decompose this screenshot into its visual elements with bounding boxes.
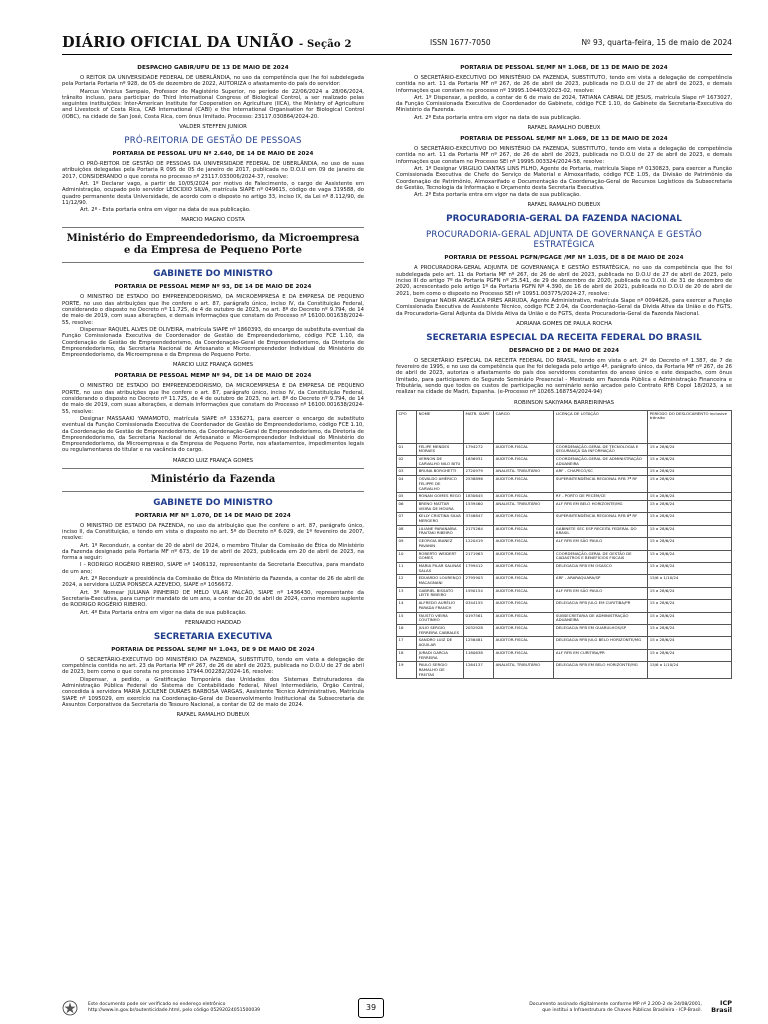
- table-cell: AUDITOR-FISCAL: [494, 587, 554, 599]
- table-row: [397, 649, 732, 661]
- act-paragraph: Art. 2º - Esta portaria entra em vigor na data de sua publicação.: [80, 207, 251, 214]
- table-row: [397, 456, 732, 468]
- page-footer: [62, 1000, 732, 1022]
- table-cell: RONAN GOMES REGO: [417, 493, 464, 501]
- section-title: GABINETE DO MINISTRO: [153, 497, 273, 508]
- table-cell: AUDITOR-FISCAL: [494, 625, 554, 637]
- act-paragraph: O SECRETÁRIO-EXECUTIVO DO MINISTÉRIO DA FAZENDA, SUBSTITUTO, tendo em vista a delegação de competência contida no art. 23 da Portaria MF nº 267, de 26 de abril de 2023, publicada no D.O.U de 27 de abril de 2023, bem como o que consta no processo 17944.002282/2024-16, resolve:: [62, 656, 364, 676]
- table-row: [397, 662, 732, 679]
- act-header: PORTARIA DE PESSOAL SE/MF Nº 1.068, DE 13 DE MAIO DE 2024: [460, 65, 668, 71]
- table-body: [397, 443, 732, 679]
- divider: [62, 227, 364, 228]
- table-cell: 03: [397, 468, 417, 476]
- act-header: PORTARIA DE PESSOAL SE/MF Nº 1.043, DE 9 DE MAIO DE 2024: [111, 646, 315, 653]
- table-cell: 2795903: [463, 575, 493, 587]
- act-header: PORTARIA DE PESSOAL MEMP Nº 94, DE 14 DE MAIO DE 2024: [114, 373, 312, 380]
- table-cell: EDUARDO LOURENÇO MACAGNANI: [417, 575, 464, 587]
- issn: ISSN 1677-7050: [430, 38, 491, 47]
- table-cell: COORDENAÇÃO-GERAL DE ADMINISTRAÇÃO ADUANEIRA: [554, 456, 648, 468]
- act-paragraph: Art. 2º Reconduzir a presidência da Comissão de Ética do Ministério da Fazenda, a contar de 26 de abril de 2024, a servidora LUZIA PONSECA AZEVEDO, SIAPE nº 1056672.: [62, 576, 364, 589]
- table-cell: 15 a 28/6/24: [648, 625, 732, 637]
- table-cell: AUDITOR-FISCAL: [494, 612, 554, 624]
- verification-note: Este documento pode ser verificado no endereço eletrônico http://www.in.gov.br/autenticidade.html, pelo código 05292024051500039: [88, 1002, 261, 1013]
- table-cell: 09: [397, 538, 417, 550]
- left-column: [62, 60, 364, 1008]
- act-paragraph: Dispensar, a pedido, a Gratificação Temporária das Unidades dos Sistemas Estruturadores da Administração Pública Federal do Sistema de Contabilidade Federal, Nível Intermediário, Órgão Central, concedida à servidora MARIA JUCILENE DURAES BARBOSA VARGAS, Assistente Técnico Administrativo, Matrícula SIAPE nº 1095029, em exercício na Coordenação-Geral de Desenvolvimento Institucional da Subsecretaria de Assuntos Corporativos da Secretaria do Tesouro Nacional, a contar de 02 de maio de 2024.: [62, 676, 364, 708]
- section-title: GABINETE DO MINISTRO: [153, 269, 273, 280]
- table-cell: ALF RFB EM SÃO PAULO: [554, 538, 648, 550]
- table-cell: 02: [397, 456, 417, 468]
- table-cell: MARIA PILAR SALINAS SALAS: [417, 562, 464, 574]
- table-cell: COORDENAÇÃO-GERAL DE TECNOLOGIA E SEGURANÇA DA INFORMAÇÃO: [554, 443, 648, 455]
- table-cell: 2171963: [463, 550, 493, 562]
- table-cell: GEORGIA IBANEZ PAVANIN: [417, 538, 464, 550]
- servers-table: [396, 410, 732, 680]
- table-cell: ALF RFB EM BELO HORIZONTE/MG: [554, 500, 648, 512]
- table-cell: 1256481: [463, 637, 493, 649]
- table-cell: KELLY CRISTINA SILVA MERGERO: [417, 513, 464, 525]
- table-cell: AUDITOR-FISCAL: [494, 562, 554, 574]
- table-cell: DELEGACIA RFB EM OSASCO: [554, 562, 648, 574]
- table-cell: 06: [397, 500, 417, 512]
- table-row: [397, 637, 732, 649]
- table-cell: BRENO MATTAR VIEIRA DE MOURA: [417, 500, 464, 512]
- table-cell: ALFREDO AURÉLIO PARADA FRANCH: [417, 600, 464, 612]
- table-cell: 08: [397, 525, 417, 537]
- table-row: [397, 443, 732, 455]
- table-row: [397, 493, 732, 501]
- table-cell: DELEGACIA RFB JULG BELO HORIZONTE/MG: [554, 637, 648, 649]
- table-cell: JULIO SERGIO FERREIRA CABRALES: [417, 625, 464, 637]
- subsection-title: PROCURADORIA-GERAL ADJUNTA DE GOVERNANÇA E GESTÃO ESTRATÉGICA: [425, 230, 702, 251]
- act-header: PORTARIA DE PESSOAL SE/MF Nº 1.069, DE 13 DE MAIO DE 2024: [460, 136, 668, 143]
- table-row: [397, 600, 732, 612]
- table-cell: SUPERINTENDÊNCIA REGIONAL RFB 8ª RF: [554, 513, 648, 525]
- table-cell: 15/6 a 1/10/24: [648, 575, 732, 587]
- table-header-row: [397, 410, 732, 443]
- table-cell: 15 a 28/6/24: [648, 637, 732, 649]
- table-cell: ARF - ARARAQUARA/SP: [554, 575, 648, 587]
- act-paragraph: O SECRETÁRIO ESPECIAL DA RECEITA FEDERAL DO BRASIL, tendo em vista o art. 2º do Decreto nº 1.387, de 7 de fevereiro de 1995, e no uso da competência que lhe foi delegada pelo artigo 4º, parágrafo único, da Portaria MF nº 267, de 26 de abril de 2023, autoriza o afastamento do país dos servidores constantes do anexo único e este despacho, com ônus limitado, para participarem do Segundo Seminário Presencial - Mestrado em Fazenda Pública e Administração Financeira e Tributária, sendo que todos os custos de participação no seminário serão arcados pelo Contrato RFB Copol 18/2023, a se realizar na cidade de Madri, Espanha. (e-Processo nº 10265.168754/2024-94): [396, 357, 732, 396]
- table-cell: 12: [397, 575, 417, 587]
- table-cell: AUDITOR-FISCAL: [494, 493, 554, 501]
- act-paragraph: O SECRETÁRIO-EXECUTIVO DO MINISTÉRIO DA FAZENDA, SUBSTITUTO, tendo em vista a delegação de competência contida no art. 11 da Portaria MF nº 267, de 26 de abril de 2023, publicada no D.O.U de 27 de abril de 2023, e demais informações que constam no Processo SEI nº 19995.003324/2024-58, resolve:: [396, 146, 732, 165]
- act-paragraph: Dispensar RAQUEL ALVES DE OLIVEIRA, matrícula SIAPE nº 1860393, do encargo de substituta eventual da Função Comissionada Executiva de Coordenador de Gestão de Empreendedorismo, código FCE 1.10, da Coordenação de Gestão de Empreendedorismo, da Coordenação-Geral de Empreendedorismo, da Diretoria de Empreendedorismo, da Secretaria Nacional de Artesanato e Microempreendedor Individual do Ministério do Empreendedorismo, da Microempresa e da Empresa de Pequeno Porte.: [62, 326, 364, 359]
- table-cell: 15 a 28/6/24: [648, 513, 732, 525]
- section-title: SECRETARIA ESPECIAL DA RECEITA FEDERAL DO BRASIL: [426, 332, 702, 343]
- table-cell: FAUSTO VIEIRA COUTINHO: [417, 612, 464, 624]
- act-paragraph: Art. 2º Esta portaria entra em vigor na data de sua publicação.: [414, 114, 581, 121]
- table-cell: 15 a 28/6/24: [648, 612, 732, 624]
- signature: VALDER STEFFEN JUNIOR: [179, 124, 247, 131]
- act-paragraph: Designar NADIR ANGÉLICA PIRES ARRUDA, Agente Administrativo, matrícula Siape nº 0094626, para exercer a Função Comissionada Executiva de Assistente Técnico, código FCE 2.04, da Coordenação-Geral da Dívida Ativa da União e do FGTS, da Procuradoria-Geral Adjunta da Dívida Ativa da União e do FGTS, desta Procuradoria-Geral da Fazenda Nacional.: [396, 297, 732, 317]
- table-row: [397, 575, 732, 587]
- table-cell: AUDITOR-FISCAL: [494, 538, 554, 550]
- table-cell: 04: [397, 476, 417, 493]
- column-header: PERÍODO DO DESLOCAMENTO inclusive trânsito: [648, 410, 732, 443]
- table-cell: ROBERTO WEIDERT GOMES: [417, 550, 464, 562]
- right-column: [396, 60, 732, 1008]
- act-header: PORTARIA DE PESSOAL UFU Nº 2.640, DE 14 DE MAIO DE 2024: [112, 151, 314, 158]
- table-row: [397, 562, 732, 574]
- table-cell: ALF RFB EM CURITIBA/PR: [554, 649, 648, 661]
- section-label: - Seção 2: [298, 39, 352, 50]
- table-row: [397, 525, 732, 537]
- table-cell: 1539460: [463, 500, 493, 512]
- table-cell: RF - PORTO DE PECÉM/CE: [554, 493, 648, 501]
- signature-note: Documento assinado digitalmente conforme MP nº 2.200-2 de 24/08/2001, que institui a Infraestrutura de Chaves Públicas Brasileira - ICP-Brasil.: [529, 1002, 702, 1013]
- column-header: MATR. SIAPE: [463, 410, 493, 443]
- table-cell: 19: [397, 662, 417, 679]
- table-cell: AUDITOR-FISCAL: [494, 513, 554, 525]
- table-cell: AUDITOR-FISCAL: [494, 649, 554, 661]
- table-cell: AUDITOR-FISCAL: [494, 575, 554, 587]
- table-row: [397, 513, 732, 525]
- table-cell: 15 a 28/6/24: [648, 468, 732, 476]
- table-cell: 15 a 28/6/24: [648, 550, 732, 562]
- table-cell: AUDITOR-FISCAL: [494, 476, 554, 493]
- table-cell: GABINETE SEC ESP RECEITA FEDERAL DO BRASIL: [554, 525, 648, 537]
- table-cell: AUDITOR-FISCAL: [494, 600, 554, 612]
- table-cell: 15 a 28/6/24: [648, 538, 732, 550]
- table-cell: BRUNA BORGHETTI: [417, 468, 464, 476]
- column-header: NOME: [417, 410, 464, 443]
- column-header: CPO: [397, 410, 417, 443]
- act-paragraph: Art. 1º Reconduzir, a contar de 20 de abril de 2024, o membro Titular da Comissão de Ética do Ministério da Fazenda designado pela Portaria MF nº 673, de 19 de abril de 2023, publicada em 20 de abril de 2023, na forma a seguir:: [62, 542, 364, 562]
- signature: RAFAEL RAMALHO DUBEUX: [527, 125, 601, 132]
- coat-of-arms-icon: [62, 1000, 78, 1016]
- signature: MÁRCIO LUIZ FRANÇA GOMES: [172, 457, 254, 464]
- table-cell: ANALISTA- TRIBUTÁRIO: [494, 500, 554, 512]
- table-cell: 3746847: [463, 513, 493, 525]
- act-paragraph: O MINISTRO DE ESTADO DO EMPREENDEDORISMO, DA MICROEMPRESA E DA EMPRESA DE PEQUENO PORTE, no uso das atribuições que lhe confere o art. 87, parágrafo único, inciso IV, da Constituição Federal, considerando o disposto no Decreto nº 11.725, de 4 de outubro de 2023, no art. 8º do Decreto nº 9.794, de 14 de maio de 2019, com suas alterações, e demais informações que constam do Processo nº 16100.001638/2024-55, resolve:: [62, 383, 364, 415]
- signature: FERNANDO HADDAD: [185, 619, 241, 626]
- act-paragraph: O REITOR DA UNIVERSIDADE FEDERAL DE UBERLÂNDIA, no uso da competência que lhe foi subdelegada pela Portaria Portaria nº 928, de 05 de dezembro de 2022, AUTORIZA o afastamento do país do servidor:: [62, 75, 364, 88]
- table-cell: AUDITOR-FISCAL: [494, 525, 554, 537]
- act-paragraph: Designar MASSAAKI YAMAMOTO, matrícula SIAPE nº 1336271, para exercer o encargo de substituto eventual da Função Comissionada Executiva de Coordenador de Gestão de Empreendedorismo, código FCE 1.10, da Coordenação de Gestão de Empreendedorismo, da Coordenação-Geral de Empreendedorismo, da Diretoria de Empreendedorismo, da Secretaria Nacional de Artesanato e Microempreendedor Individual do Ministério do Empreendedorismo, da Microempresa e da Empresa de Pequeno Porte, nos afastamentos, impedimentos legais ou regulamentares do titular e na vacância do cargo.: [62, 415, 364, 454]
- table-cell: 01: [397, 443, 417, 455]
- section-title: PRÓ-REITORIA DE GESTÃO DE PESSOAS: [124, 136, 302, 147]
- table-cell: 15 a 28/6/24: [648, 493, 732, 501]
- table-cell: 15 a 28/6/24: [648, 476, 732, 493]
- divider: [62, 262, 364, 263]
- issue-number: Nº 93, quarta-feira, 15 de maio de 2024: [581, 38, 732, 47]
- act-paragraph: I - RODRIGO ROGÉRIO RIBEIRO, SIAPE nº 1406132, representante da Secretaria Executiva, para mandato de um ano;: [62, 562, 364, 575]
- act-paragraph: Art. 1º Designar VIRGILIO DANTAS LINS FILHO, Agente de Portaria, matrícula Siape nº 0130823, para exercer a Função Comissionada Executiva de Chefe do Serviço de Material e Almoxarifado, código FCE 1.05, da Divisão de Patrimônio da Coordenação de Patrimônio, Almoxarifado e Documentação da Coordenação-Geral de Recursos Logísticos da Subsecretaria de Gestão, Tecnologia da Informação e Orçamento desta Secretaria Executiva.: [396, 165, 732, 191]
- divider: [62, 491, 364, 492]
- table-cell: JURADI GARCIA FERREIRA: [417, 649, 464, 661]
- table-cell: 15 a 28/6/24: [648, 562, 732, 574]
- table-cell: 16: [397, 625, 417, 637]
- signature: MARCIO MAGNO COSTA: [181, 217, 245, 224]
- table-cell: 18: [397, 649, 417, 661]
- act-header: DESPACHO GABIR/UFU DE 13 DE MAIO DE 2024: [137, 65, 289, 71]
- act-header: PORTARIA DE PESSOAL MEMP Nº 93, DE 14 DE MAIO DE 2024: [114, 284, 312, 291]
- table-cell: 15 a 28/6/24: [648, 500, 732, 512]
- column-header: LICENÇA DE LOTAÇÃO: [554, 410, 648, 443]
- table-cell: 17: [397, 637, 417, 649]
- header-rule: [62, 54, 732, 55]
- table-row: [397, 587, 732, 599]
- table-cell: 07: [397, 513, 417, 525]
- act-header: PORTARIA DE PESSOAL PGFN/PGAGE /MF Nº 1.035, DE 8 DE MAIO DE 2024: [444, 255, 684, 262]
- signature: ADRIANA GOMES DE PAULA ROCHA: [516, 320, 612, 327]
- table-cell: 15 a 28/6/24: [648, 649, 732, 661]
- table-cell: 0197561: [463, 612, 493, 624]
- ministry-title: Ministério da Fazenda: [150, 473, 276, 485]
- table-cell: SUBSECRETARIA DE ADMINISTRAÇÃO ADUANEIRA: [554, 612, 648, 624]
- table-cell: ANALISTA- TRIBUTÁRIO: [494, 468, 554, 476]
- table-cell: 1590154: [463, 587, 493, 599]
- signature: MÁRCIO LUIZ FRANÇA GOMES: [172, 362, 254, 369]
- table-cell: 13: [397, 587, 417, 599]
- table-cell: 2538896: [463, 476, 493, 493]
- act-paragraph: O MINISTRO DE ESTADO DA FAZENDA, no uso da atribuição que lhe confere o art. 87, parágrafo único, inciso II, da Constituição, e tendo em vista o disposto no art. 5º do Decreto nº 6.029, de 1º fevereiro de 2007, resolve:: [62, 522, 364, 542]
- table-cell: 15 a 28/6/24: [648, 443, 732, 455]
- table-cell: 2032928: [463, 625, 493, 637]
- table-cell: 15/6 a 1/10/24: [648, 662, 732, 679]
- table-cell: LILIANE PARANAÍBA FRAITAKI RIBEIRO: [417, 525, 464, 537]
- table-cell: 15 a 28/6/24: [648, 525, 732, 537]
- act-paragraph: Art. 4º Esta Portaria entra em vigor na data de sua publicação.: [80, 609, 247, 616]
- table-cell: 10: [397, 550, 417, 562]
- table-cell: 1264137: [463, 662, 493, 679]
- page-number: 39: [358, 998, 384, 1018]
- masthead: [62, 32, 732, 52]
- table-row: [397, 476, 732, 493]
- table-cell: AUDITOR-FISCAL: [494, 637, 554, 649]
- section-title: PROCURADORIA-GERAL DA FAZENDA NACIONAL: [446, 214, 682, 225]
- table-cell: 1220419: [463, 538, 493, 550]
- signature: ROBINSON SAKIYAMA BARREIRINHAS: [513, 399, 615, 406]
- table-cell: DELEGACIA RFB EM BELO HORIZONTE/MG: [554, 662, 648, 679]
- table-cell: 1794272: [463, 443, 493, 455]
- table-row: [397, 625, 732, 637]
- act-paragraph: Marcus Vinicius Sampaio, Professor do Magistério Superior, no período de 22/06/2024 a 28/06/2024, trânsito incluso, para participar do Third International Congress of Biological Control, a ser realizado pelas seguintes instituições: Inter-American Institute for Cooperation on Agriculture (IICA), the Ministry of Agriculture and Livestock of Costa Rica, CAB International (CABI) e the International Organisation for Biological Control (IOBC), na cidade de San José, Costa Rica, com ônus limitado. Processo: 23117.030864/2024-20.: [62, 88, 364, 120]
- act-paragraph: Art. 2º Esta portaria entra em vigor na data de sua publicação.: [414, 192, 581, 199]
- table-cell: FELIPE MENDES MORAES: [417, 443, 464, 455]
- table-cell: 2175264: [463, 525, 493, 537]
- table-cell: SUPERINTENDÊNCIA REGIONAL RFB 7ª RF: [554, 476, 648, 493]
- ministry-title: Ministério do Empreendedorismo, da Microempresa e da Empresa de Pequeno Porte: [66, 233, 360, 257]
- act-paragraph: O PRÓ-REITOR DE GESTÃO DE PESSOAS DA UNIVERSIDADE FEDERAL DE UBERLÂNDIA, no uso de suas atribuições delegadas pela Portaria R 095 de 05 de janeiro de 2017, publicada no D.O.U em 09 de janeiro de 2017, CONSIDERANDO o que consta no processo nº 23117.033006/2024-37, resolve:: [62, 161, 364, 180]
- table-cell: 0344155: [463, 600, 493, 612]
- act-paragraph: Art. 3º Nomear JULIANA PINHEIRO DE MELO VILAR FALCÃO, SIAPE nº 1436430, representante da Secretaria-Executiva, para cumprir mandato de um ano, a contar de 20 de abril de 2024, como membro suplente de RODRIGO ROGÉRIO RIBEIRO.: [62, 589, 364, 609]
- act-header: DESPACHO DE 2 DE MAIO DE 2024: [508, 347, 620, 354]
- table-cell: AUDITOR-FISCAL: [494, 443, 554, 455]
- table-cell: 15 a 28/6/24: [648, 587, 732, 599]
- act-paragraph: Art. 1º Declarar vago, a partir de 10/05/2024 por motivo de Falecimento, o cargo de Assistente em Administração, ocupado pelo servidor LEOCIDIO SILVA, matrícula SIAPE nº 049615, código de vaga 319588, do quadro permanente desta Universidade, de acordo com o disposto no artigo 33, inciso IX, da Lei nº 8.112/90, de 11/12/90.: [62, 180, 364, 206]
- table-cell: 15: [397, 612, 417, 624]
- table-cell: 1180638: [463, 649, 493, 661]
- section-title: SECRETARIA EXECUTIVA: [153, 631, 273, 642]
- table-cell: 1636931: [463, 456, 493, 468]
- table-cell: PAULO SERGIO RAMALHO DE FREITAS: [417, 662, 464, 679]
- journal-title: DIÁRIO OFICIAL DA UNIÃO - Seção 2: [62, 34, 352, 51]
- table-cell: OSVALDO AMÉRICO FELIPPE DE CARVALHO: [417, 476, 464, 493]
- table-cell: VERNON DE CARVALHO NILO BITU: [417, 456, 464, 468]
- act-paragraph: O SECRETÁRIO-EXECUTIVO DO MINISTÉRIO DA FAZENDA, SUBSTITUTO, tendo em vista a delegação de competência contida no art. 11 da Portaria MF nº 267, de 26 de abril de 2023, publicada no D.O.U de 27 de abril de 2023, e demais informações que constam no processo nº 19995.104403/2023-02, resolve:: [396, 75, 732, 94]
- act-header: PORTARIA MF Nº 1.070, DE 14 DE MAIO DE 2024: [135, 512, 291, 519]
- divider: [62, 468, 364, 469]
- table-cell: ANALISTA- TRIBUTÁRIO: [494, 662, 554, 679]
- table-cell: 15 a 28/6/24: [648, 600, 732, 612]
- table-cell: 15 a 28/6/24: [648, 456, 732, 468]
- table-cell: 05: [397, 493, 417, 501]
- table-cell: 1799412: [463, 562, 493, 574]
- table-row: [397, 500, 732, 512]
- column-header: CARGO: [494, 410, 554, 443]
- table-row: [397, 550, 732, 562]
- table-cell: AUDITOR-FISCAL: [494, 456, 554, 468]
- table-row: [397, 538, 732, 550]
- table-cell: 14: [397, 600, 417, 612]
- table-cell: DELEGACIA RFB JULG EM CURITIBA/PR: [554, 600, 648, 612]
- table-cell: 2720979: [463, 468, 493, 476]
- table-row: [397, 468, 732, 476]
- table-cell: GABRIEL BISSATO LEITE RIBEIRO: [417, 587, 464, 599]
- icp-brasil-logo: ICP Brasil: [711, 999, 732, 1014]
- table-cell: SANDRO LUIZ DE AGUILAR: [417, 637, 464, 649]
- table-cell: DELEGACIA RFB EM GUARULHOS/SP: [554, 625, 648, 637]
- table-cell: COORDENAÇÃO-GERAL DE GESTÃO DE CADASTROS E BENEFÍCIOS FISCAIS: [554, 550, 648, 562]
- table-cell: ARF - CHAPECÓ/SC: [554, 468, 648, 476]
- signature: RAFAEL RAMALHO DUBEUX: [176, 712, 250, 719]
- table-cell: 11: [397, 562, 417, 574]
- table-row: [397, 612, 732, 624]
- table-cell: 1830645: [463, 493, 493, 501]
- act-paragraph: O MINISTRO DE ESTADO DO EMPREENDEDORISMO, DA MICROEMPRESA E DA EMPRESA DE PEQUENO PORTE, no uso das atribuições que lhe confere o art. 87, parágrafo único, inciso IV, da Constituição Federal, considerando o disposto no Decreto nº 11.725, de 4 de outubro de 2023, no art. 8º do Decreto nº 9.794, de 14 de maio de 2019, com suas alterações, e demais informações que constam do Processo nº 16100.001638/2024-55, resolve:: [62, 294, 364, 326]
- table-cell: ALF RFB EM SÃO PAULO: [554, 587, 648, 599]
- act-paragraph: A PROCURADORA-GERAL ADJUNTA DE GOVERNANÇA E GESTÃO ESTRATÉGICA, no uso da competência que lhe foi subdelegada pelo art. 11 da Portaria MF nº 267, de 26 de abril de 2023, publicada no D.O.U de 27 de abril de 2023, pelo inciso III do artigo 7º da Portaria PGFN nº 25.541, de 29 de dezembro de 2020, publicada no D.O.U. de 31 de dezembro de 2020, acrescentado pelo artigo 1º da Portaria PGFN Nº 4.390, de 16 de abril de 2021, publicada no D.O.U de 20 de abril de 2021, bem como o disposto no Processo SEI nº 10951.003775/2024-27, resolve:: [396, 265, 732, 297]
- act-paragraph: Art. 1º Dispensar, a pedido, a contar de 6 de maio de 2024, TATIANA CABRAL DE JESUS, matrícula Siape nº 1673027, da Função Comissionada Executiva de Coordenador do Gabinete, código FCE 1.10, do Gabinete da Secretaria-Executiva do Ministério da Fazenda.: [396, 94, 732, 114]
- signature: RAFAEL RAMALHO DUBEUX: [527, 202, 601, 209]
- table-cell: AUDITOR-FISCAL: [494, 550, 554, 562]
